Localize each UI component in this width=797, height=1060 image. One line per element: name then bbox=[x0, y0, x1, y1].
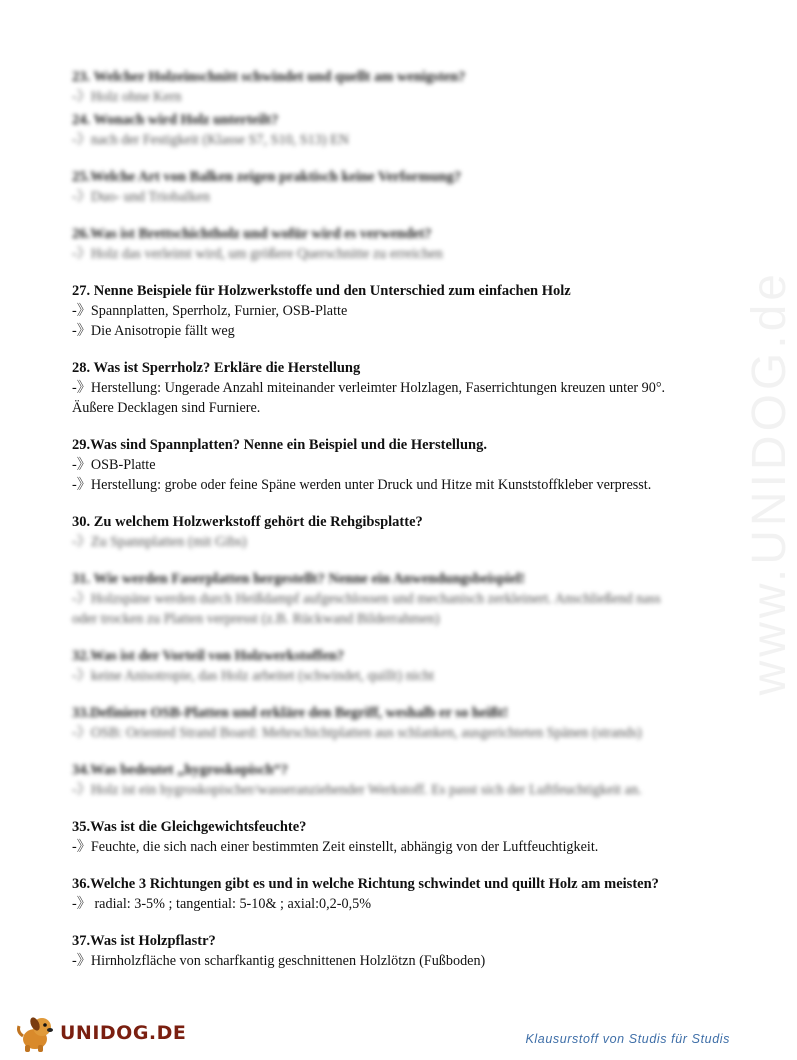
answer-text: -》Holz ist ein hygroskopischer/wasseranziehender Werkstoff. Es passt sich der Luftfeuchtigkeit an. bbox=[72, 782, 642, 798]
question-block bbox=[72, 761, 682, 800]
question-text: 37.Was ist Holzpflastr? bbox=[72, 933, 216, 949]
answer-text: -》OSB-Platte bbox=[72, 457, 156, 473]
question-block bbox=[72, 818, 682, 857]
answer-text: -》Herstellung: grobe oder feine Späne werden unter Druck und Hitze mit Kunststoffkleber verpresst. bbox=[72, 477, 652, 493]
question-text: 32.Was ist der Vorteil von Holzwerkstoffen? bbox=[72, 648, 344, 664]
question-text: 31. Wie werden Faserplatten hergestellt? Nenne ein Anwendungsbeispiel! bbox=[72, 571, 525, 587]
dog-icon bbox=[16, 1012, 58, 1054]
question-block bbox=[72, 225, 682, 264]
question-text: 28. Was ist Sperrholz? Erkläre die Herstellung bbox=[72, 360, 361, 376]
question-text: 23. Welcher Holzeinschnitt schwindet und quellt am wenigsten? bbox=[72, 69, 466, 85]
question-text: 34.Was bedeutet „hygroskopisch“? bbox=[72, 762, 289, 778]
question-block bbox=[72, 704, 682, 743]
answer-text: -》Die Anisotropie fällt weg bbox=[72, 323, 235, 339]
question-text: 35.Was ist die Gleichgewichtsfeuchte? bbox=[72, 819, 307, 835]
unidog-logo bbox=[16, 1012, 186, 1054]
question-block bbox=[72, 875, 682, 914]
question-block bbox=[72, 282, 682, 341]
question-text: 36.Welche 3 Richtungen gibt es und in welche Richtung schwindet und quillt Holz am meisten? bbox=[72, 876, 659, 892]
question-block bbox=[72, 436, 682, 495]
answer-text: -》Feuchte, die sich nach einer bestimmten Zeit einstellt, abhängig von der Luftfeuchtigkeit. bbox=[72, 839, 599, 855]
answer-text: -》keine Anisotropie, das Holz arbeitet (schwindet, quillt) nicht bbox=[72, 668, 435, 684]
question-text: 29.Was sind Spannplatten? Nenne ein Beispiel und die Herstellung. bbox=[72, 437, 487, 453]
answer-text: -》Holz ohne Kern bbox=[72, 89, 182, 105]
answer-text: -》nach der Festigkeit (Klasse S7, S10, S13) EN bbox=[72, 132, 350, 148]
answer-text: -》Spannplatten, Sperrholz, Furnier, OSB-Platte bbox=[72, 303, 348, 319]
logo-text: UNIDOG.DE bbox=[60, 1022, 187, 1044]
question-text: 27. Nenne Beispiele für Holzwerkstoffe und den Unterschied zum einfachen Holz bbox=[72, 283, 571, 299]
answer-text: -》Zu Spannplatten (mit Gibs) bbox=[72, 534, 247, 550]
question-block bbox=[72, 647, 682, 686]
question-block bbox=[72, 168, 682, 207]
answer-text: -》Holz das verleimt wird, um größere Querschnitte zu erreichen bbox=[72, 246, 443, 262]
question-block bbox=[72, 359, 682, 418]
question-block bbox=[72, 570, 682, 629]
footer-tagline: Klausurstoff von Studis für Studis bbox=[525, 1032, 730, 1046]
question-text: 30. Zu welchem Holzwerkstoff gehört die Rehgibsplatte? bbox=[72, 514, 423, 530]
answer-text: -》OSB: Oriented Strand Board: Mehrschichtplatten aus schlanken, ausgerichteten Spänen (strands) bbox=[72, 725, 642, 741]
page-footer bbox=[0, 1010, 750, 1060]
answer-text: -》Hirnholzfläche von scharfkantig geschnittenen Holzlötzn (Fußboden) bbox=[72, 953, 486, 969]
answer-text: -》 radial: 3-5% ; tangential: 5-10& ; axial:0,2-0,5% bbox=[72, 896, 372, 912]
answer-text: -》Holzspäne werden durch Heißdampf aufgeschlossen und mechanisch zerkleinert. Anschließend nass oder trocken zu Platten verpresst (z.B. Rückwand Bilderrahmen) bbox=[72, 591, 661, 627]
answer-text: -》Duo- und Triobalken bbox=[72, 189, 210, 205]
document-body bbox=[72, 68, 682, 989]
answer-text: -》Herstellung: Ungerade Anzahl miteinander verleimter Holzlagen, Faserrichtungen kreuzen unter 90°. Äußere Decklagen sind Furniere. bbox=[72, 380, 666, 416]
question-text: 26.Was ist Brettschichtholz und wofür wird es verwendet? bbox=[72, 226, 432, 242]
question-block bbox=[72, 932, 682, 971]
question-text: 33.Definiere OSB-Platten und erkläre den Begriff, weshalb er so heißt! bbox=[72, 705, 509, 721]
question-text: 24. Wonach wird Holz unterteilt? bbox=[72, 112, 279, 128]
question-text: 25.Welche Art von Balken zeigen praktisch keine Verformung? bbox=[72, 169, 462, 185]
question-block bbox=[72, 68, 682, 107]
question-block bbox=[72, 513, 682, 552]
question-block bbox=[72, 111, 682, 150]
